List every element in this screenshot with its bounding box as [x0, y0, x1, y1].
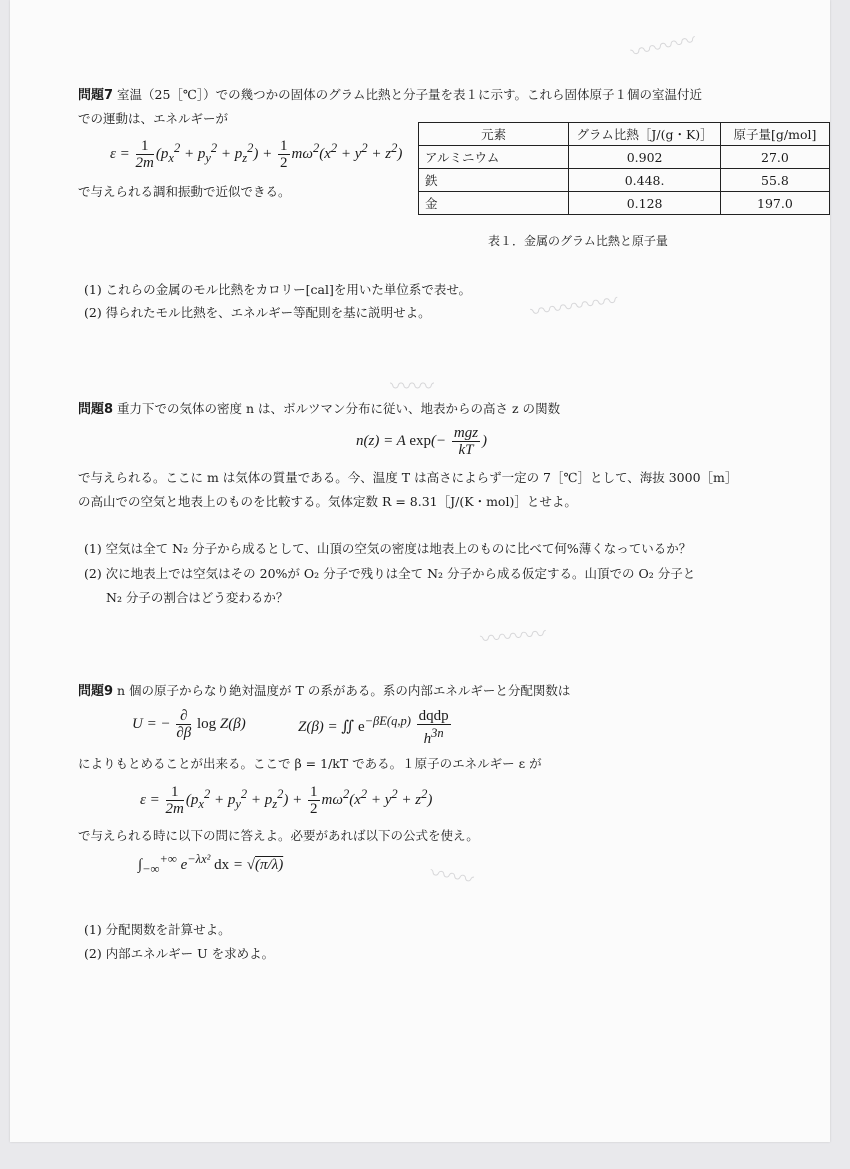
table-row	[419, 192, 830, 215]
q8-line2: で与えられる。ここに m は気体の質量である。今、温度 T は高さによらず一定の 7［℃］として、海抜 3000［m］	[78, 470, 738, 485]
q7-subquestion-1: (1) これらの金属のモル比熱をカロリー[cal]を用いた単位系で表せ。	[84, 282, 472, 297]
q9-subquestion-1: (1) 分配関数を計算せよ。	[84, 922, 231, 937]
table-cell: 0.902	[569, 146, 721, 169]
q9-internal-energy-equation: U = − $\frac{\partial}{\partial\beta}$ log Z(β)	[132, 708, 246, 741]
q8-line3: の高山での空気と地表上のものを比較する。気体定数 R = 8.31［J/(K・mol)］とせよ。	[78, 494, 577, 509]
q7-line2: での運動は、エネルギーが	[78, 111, 229, 126]
q7-text1: 室温（25［℃］）での幾つかの固体のグラム比熱と分子量を表１に示す。これら固体原子１個の室温付近	[117, 87, 703, 102]
q9-energy-equation: ε = $\frac{1}{2m}$ $(p_x^2 + p_y^2 + p_z^2)$ + $\frac{1}{2}$ $m\omega^2(x^2 + y^2 + z^2)$	[140, 784, 433, 817]
table-cell: 197.0	[720, 192, 829, 215]
exam-sheet	[10, 0, 830, 1142]
table-header: 元素	[419, 123, 569, 146]
q8-line1	[78, 401, 560, 418]
metal-table	[418, 122, 830, 215]
q9-gaussian-integral: $\int_{-\infty}^{+\infty}$ $e^{-\lambda x^2}$ dx = √(π/λ)	[138, 852, 284, 876]
table-cell: 0.128	[569, 192, 721, 215]
table-header: グラム比熱［J/(g・K)］	[569, 123, 721, 146]
q9-line3: で与えられる時に以下の問に答えよ。必要があれば以下の公式を使え。	[78, 828, 479, 843]
table-cell: 0.448.	[569, 169, 721, 192]
q7-energy-equation: ε = $\frac{1}{2m}$ $(p_x^2 + p_y^2 + p_z^2)$ + $\frac{1}{2}$ $m\omega^2(x^2 + y^2 + z^2)$	[110, 138, 403, 171]
table-cell: 鉄	[419, 169, 569, 192]
q9-partition-function-equation: Z(β) = ∬ $e^{-\beta E(q,p)}$ $\frac{\text{dqdp}}{h^{3n}}$	[298, 708, 449, 747]
table-cell: 27.0	[720, 146, 829, 169]
q8-density-equation: n(z) = A exp(− $\frac{\text{mgz}}{kT}$ )	[356, 425, 488, 458]
pencil-scribble-icon: 〰〰〰	[479, 622, 548, 653]
q9-line1	[78, 683, 570, 700]
q9-label: 問題9	[78, 684, 114, 699]
pencil-scribble-icon: 〰〰〰	[628, 28, 699, 67]
q8-subquestion-2a: (2) 次に地表上では空気はその 20%が O₂ 分子で残りは全て N₂ 分子から成る仮定する。山頂での O₂ 分子と	[84, 566, 696, 581]
q9-text1: n 個の原子からなり絶対温度が T の系がある。系の内部エネルギーと分配関数は	[117, 683, 571, 698]
q7-label: 問題7	[78, 88, 114, 103]
q8-subquestion-1: (1) 空気は全て N₂ 分子から成るとして、山頂の空気の密度は地表上のものに比べて何%薄くなっているか？	[84, 541, 692, 556]
table-cell: 55.8	[720, 169, 829, 192]
table-row	[419, 146, 830, 169]
table-row	[419, 169, 830, 192]
table-header-row	[419, 123, 830, 146]
q9-subquestion-2: (2) 内部エネルギー U を求めよ。	[84, 946, 275, 961]
q8-label: 問題8	[78, 402, 114, 417]
table-caption: 表１．金属のグラム比熱と原子量	[488, 234, 668, 248]
q7-after-equation: で与えられる調和振動で近似できる。	[78, 184, 291, 199]
q8-text1: 重力下での気体の密度 n は、ボルツマン分布に従い、地表からの高さ z の関数	[117, 401, 561, 416]
table-cell: アルミニウム	[419, 146, 569, 169]
pencil-scribble-icon: 〰〰〰〰	[528, 288, 620, 326]
q8-subquestion-2b: N₂ 分子の割合はどう変わるか？	[106, 590, 289, 605]
q7-subquestion-2: (2) 得られたモル比熱を、エネルギー等配則を基に説明せよ。	[84, 305, 431, 320]
q7-line1	[78, 87, 702, 104]
q9-line2: によりもとめることが出来る。ここで β = 1/kT である。１原子のエネルギー ε が	[78, 756, 542, 771]
table-header: 原子量[g/mol]	[720, 123, 829, 146]
table-cell: 金	[419, 192, 569, 215]
pencil-scribble-icon: 〰〰	[427, 861, 476, 894]
pencil-scribble-icon: 〰〰	[390, 375, 435, 400]
